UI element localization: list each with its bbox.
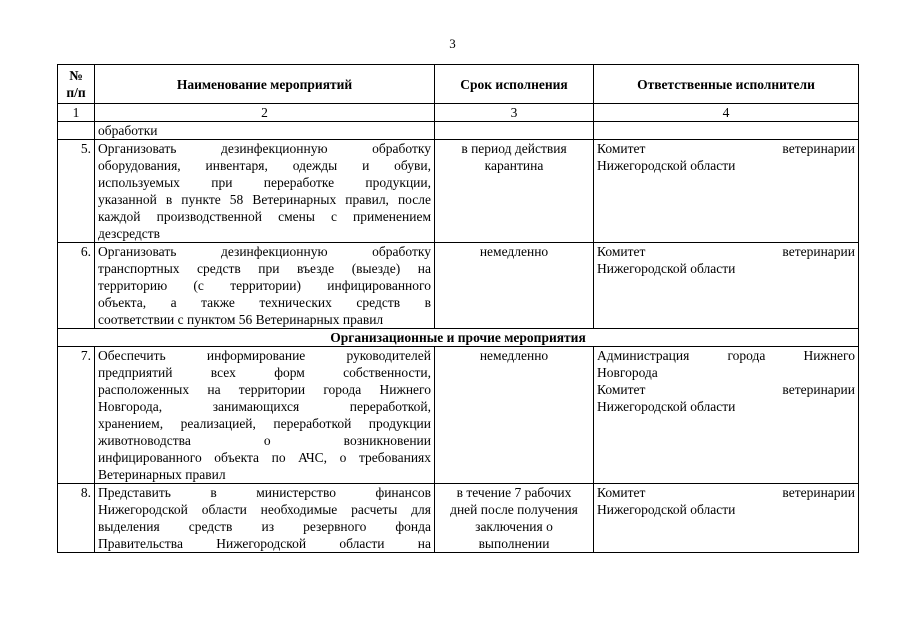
column-number: 4	[594, 104, 859, 122]
column-number: 1	[58, 104, 95, 122]
measure-line: дезсредств	[98, 226, 161, 241]
row-number-cell	[58, 122, 95, 140]
row-number: 7.	[58, 347, 95, 484]
measure-line: Новгорода, занимающихся переработкой,	[98, 399, 431, 414]
header-name: Наименование мероприятий	[95, 65, 435, 104]
table-row	[58, 347, 859, 484]
measure-line: объекта, а также технических средств в	[98, 295, 431, 310]
measure-line: хранением, реализацией, переработкой продукции	[98, 416, 431, 431]
term-line: карантина	[484, 158, 544, 173]
responsible-line: Комитет ветеринарии	[597, 141, 855, 156]
table-row	[58, 140, 859, 243]
measure-line: животноводства о возникновении	[98, 433, 431, 448]
row-measure	[95, 243, 435, 329]
header-num-line: №	[69, 68, 83, 83]
row-term	[435, 243, 594, 329]
measure-line: расположенных на территории города Нижнего	[98, 382, 431, 397]
row-responsible	[594, 243, 859, 329]
responsible-line: Комитет ветеринарии	[597, 244, 855, 259]
measure-line: Организовать дезинфекционную обработку	[98, 244, 431, 259]
term-line: немедленно	[479, 348, 549, 363]
measure-line: Ветеринарных правил	[98, 467, 226, 482]
row-term	[435, 347, 594, 484]
row-responsible	[594, 347, 859, 484]
section-row	[58, 329, 859, 347]
header-responsible: Ответственные исполнители	[594, 65, 859, 104]
measure-line: Нижегородской области необходимые расчеты для	[98, 502, 431, 517]
header-row	[58, 65, 859, 104]
measure-line: инфицированного объекта по АЧС, о требованиях	[98, 450, 431, 465]
term-line: заключения о	[475, 519, 553, 534]
row-responsible-cell	[594, 122, 859, 140]
measure-line: соответствии с пунктом 56 Ветеринарных правил	[98, 312, 384, 327]
term-line: в течение 7 рабочих	[456, 485, 572, 500]
responsible-line: Нижегородской области	[597, 502, 736, 517]
responsible-line: Комитет ветеринарии	[597, 485, 855, 500]
responsible-line: Нижегородской области	[597, 399, 736, 414]
responsible-line: Новгорода	[597, 365, 658, 380]
measure-line: указанной в пункте 58 Ветеринарных правил, после	[98, 192, 431, 207]
continuation-row	[58, 122, 859, 140]
responsible-line: Администрация города Нижнего	[597, 348, 855, 363]
column-number: 3	[435, 104, 594, 122]
row-measure	[95, 484, 435, 553]
measure-line: каждой производственной смены с применением	[98, 209, 431, 224]
measure-line: Обеспечить информирование руководителей	[98, 348, 431, 363]
table-row	[58, 484, 859, 553]
responsible-line: Комитет ветеринарии	[597, 382, 855, 397]
measure-line: выделения средств из резервного фонда	[98, 519, 431, 534]
header-num	[58, 65, 95, 104]
responsible-line: Нижегородской области	[597, 261, 736, 276]
row-term	[435, 484, 594, 553]
row-responsible	[594, 140, 859, 243]
measure-line: Организовать дезинфекционную обработку	[98, 141, 431, 156]
measure-line: транспортных средств при въезде (выезде) на	[98, 261, 431, 276]
table-row	[58, 243, 859, 329]
row-number: 5.	[58, 140, 95, 243]
responsible-line: Нижегородской области	[597, 158, 736, 173]
measures-table	[57, 64, 859, 553]
continuation-text: обработки	[95, 122, 435, 140]
header-term: Срок исполнения	[435, 65, 594, 104]
row-measure	[95, 347, 435, 484]
page-number: 3	[449, 36, 456, 51]
column-number: 2	[95, 104, 435, 122]
section-title: Организационные и прочие мероприятия	[58, 329, 859, 347]
row-responsible	[594, 484, 859, 553]
measure-line: используемых при переработке продукции,	[98, 175, 431, 190]
header-num-line: п/п	[66, 85, 86, 100]
column-numbers-row	[58, 104, 859, 122]
row-number: 8.	[58, 484, 95, 553]
row-number: 6.	[58, 243, 95, 329]
row-term-cell	[435, 122, 594, 140]
row-measure	[95, 140, 435, 243]
term-line: выполнении	[478, 536, 550, 551]
measure-line: Правительства Нижегородской области на	[98, 536, 431, 551]
term-line: немедленно	[479, 244, 549, 259]
term-line: в период действия	[461, 141, 567, 156]
measure-line: территорию (с территории) инфицированного	[98, 278, 431, 293]
term-line: дней после получения	[450, 502, 578, 517]
row-term	[435, 140, 594, 243]
measure-line: Представить в министерство финансов	[98, 485, 431, 500]
measure-line: оборудования, инвентаря, одежды и обуви,	[98, 158, 431, 173]
measure-line: предприятий всех форм собственности,	[98, 365, 431, 380]
